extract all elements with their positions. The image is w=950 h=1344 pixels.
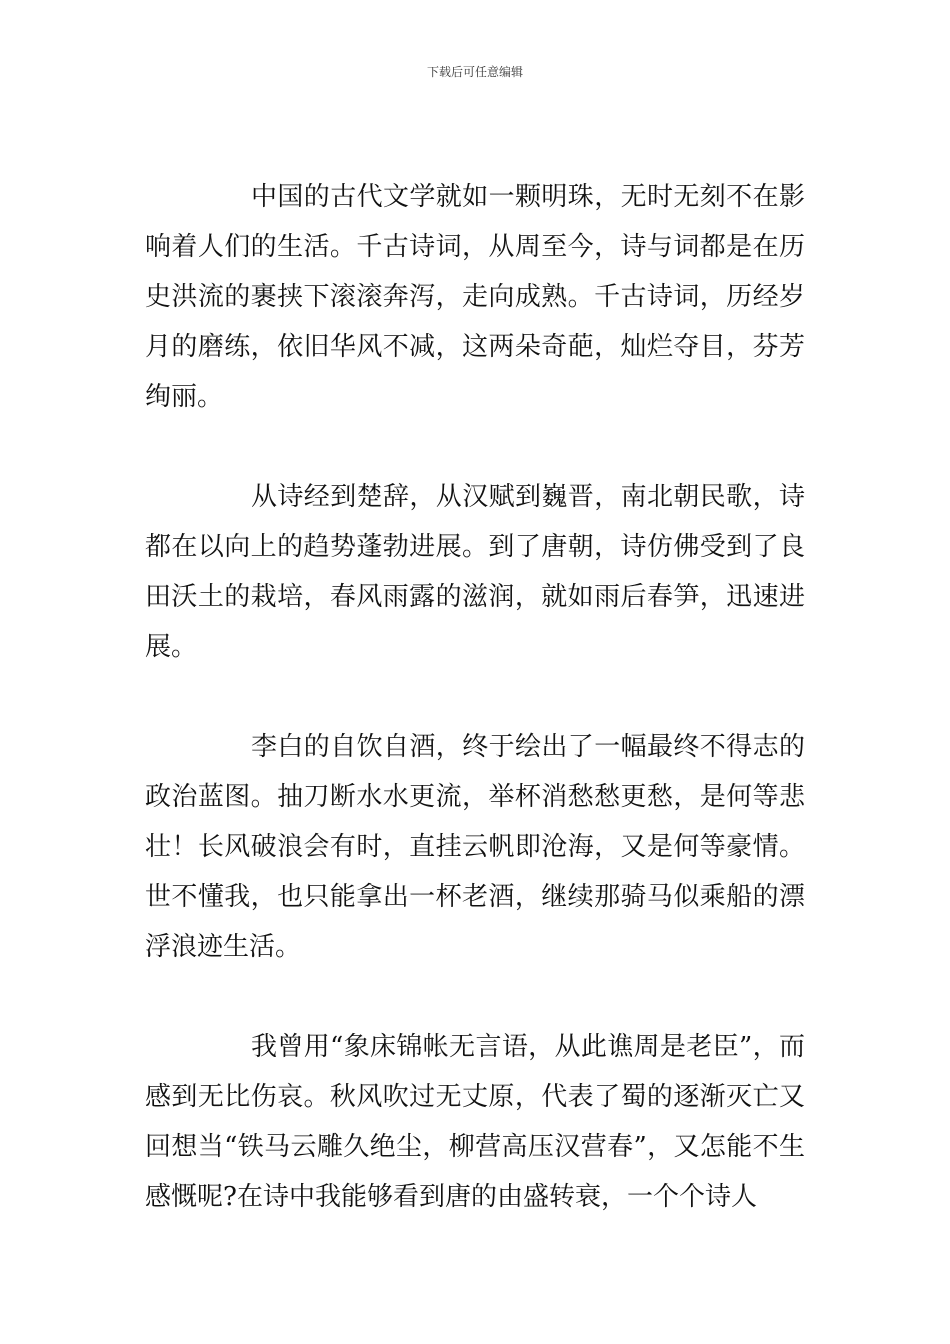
paragraph-2: 从诗经到楚辞，从汉赋到巍晋，南北朝民歌，诗都在以向上的趋势蓬勃进展。到了唐朝，诗仿佛受到了良田沃土的栽培，春风雨露的滋润，就如雨后春笋，迅速进展。 bbox=[145, 482, 805, 662]
paragraph-1: 中国的古代文学就如一颗明珠，无时无刻不在影响着人们的生活。千古诗词，从周至今，诗与词都是在历史洪流的裹挟下滚滚奔泻，走向成熟。千古诗词，历经岁月的磨练，依旧华风不减，这两朵奇葩，灿烂夺目，芬芳绚丽。 bbox=[145, 182, 805, 412]
document-body bbox=[145, 172, 805, 1272]
page-header-note: 下载后可任意编辑 bbox=[426, 65, 523, 79]
paragraph-4: 我曾用“象床锦帐无言语，从此谯周是老臣”，而感到无比伤哀。秋风吹过无丈原，代表了蜀的逐渐灭亡又回想当“铁马云雕久绝尘，柳营高压汉营春”，又怎能不生感慨呢?在诗中我能够看到唐的由盛转衰，一个个诗人 bbox=[145, 1032, 805, 1212]
paragraph-3: 李白的自饮自酒，终于绘出了一幅最终不得志的政治蓝图。抽刀断水水更流，举杯消愁愁更愁，是何等悲壮！长风破浪会有时，直挂云帆即沧海，又是何等豪情。世不懂我，也只能拿出一杯老酒，继续那骑马似乘船的漂浮浪迹生活。 bbox=[145, 732, 805, 962]
